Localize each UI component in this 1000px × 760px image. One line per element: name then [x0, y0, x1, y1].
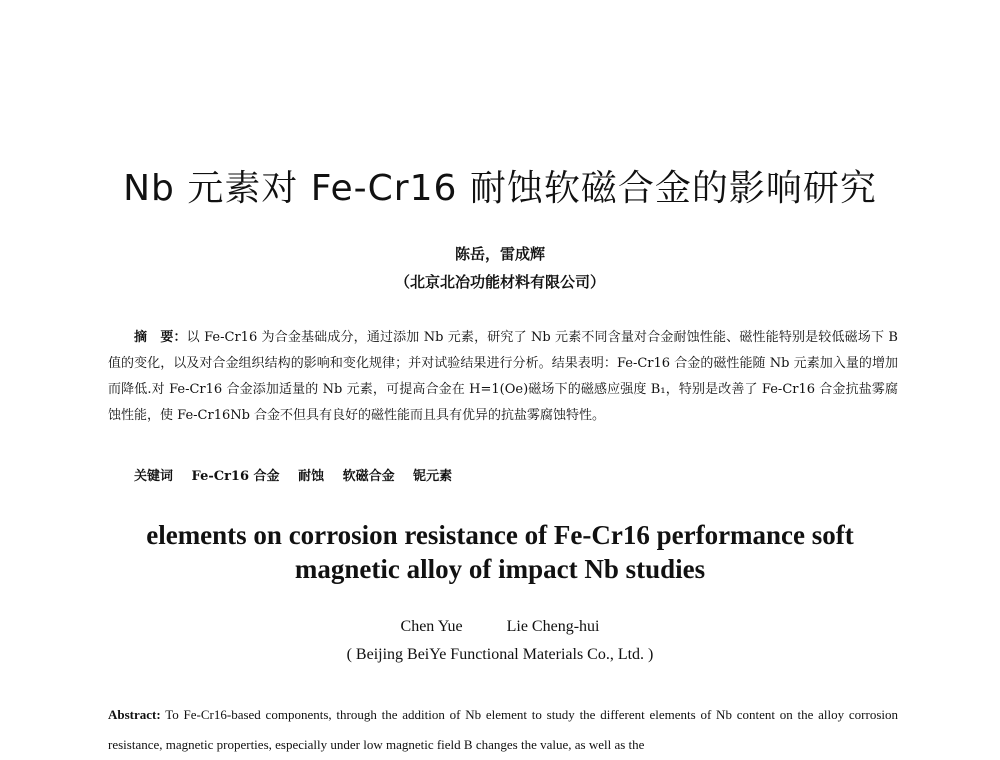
chinese-title: Nb 元素对 Fe-Cr16 耐蚀软磁合金的影响研究 — [123, 168, 877, 209]
keyword: 软磁合金 — [342, 469, 395, 484]
english-abstract — [108, 700, 898, 760]
keyword: Fe-Cr16 合金 — [191, 469, 280, 484]
author-name: Chen Yue — [400, 618, 463, 635]
chinese-abstract-text: 以 Fe-Cr16 为合金基础成分，通过添加 Nb 元素，研究了 Nb 元素不同含量对合金耐蚀性能、磁性能特别是较低磁场下 B 值的变化，以及对合金组织结构的影响和变化规律；并对试验结果进行分析。结果表明：Fe-Cr16 合金的磁性能随 Nb 元素加入量的增加而降低.对 Fe-Cr16 合金添加适量的 Nb 元素，可提高合金在 H=1(Oe)磁场下的磁感应强度 B₁，特别是改善了 Fe-Cr16 合金抗盐雾腐蚀性能，使 Fe-Cr16Nb 合金不但具有良好的磁性能而且具有优异的抗盐雾腐蚀特性。 — [108, 330, 898, 423]
english-title-line-1: elements on corrosion resistance of Fe-Cr16 performance soft — [146, 520, 854, 550]
english-title-line-2: magnetic alloy of impact Nb studies — [294, 554, 706, 584]
chinese-keywords — [134, 466, 894, 488]
chinese-abstract-label: 摘 要： — [134, 330, 187, 345]
english-authors — [0, 618, 1000, 636]
chinese-affiliation: （北京北冶功能材料有限公司） — [394, 273, 605, 291]
keyword: 铌元素 — [413, 469, 453, 484]
english-title — [0, 518, 1000, 586]
english-affiliation: ( Beijing BeiYe Functional Materials Co., Ltd. ) — [346, 646, 654, 663]
english-abstract-label: Abstract: — [108, 707, 161, 722]
keyword: 耐蚀 — [298, 469, 325, 484]
keywords-label: 关键词 — [134, 469, 174, 484]
author-name: Lie Cheng-hui — [506, 618, 600, 635]
english-abstract-text: To Fe-Cr16-based components, through the addition of Nb element to study the different elements of Nb content on the alloy corrosion resistance, magnetic properties, especially under low magnetic field B changes the value, as well as the — [108, 707, 898, 752]
chinese-abstract — [108, 325, 898, 429]
chinese-authors: 陈岳，雷成辉 — [454, 245, 545, 263]
